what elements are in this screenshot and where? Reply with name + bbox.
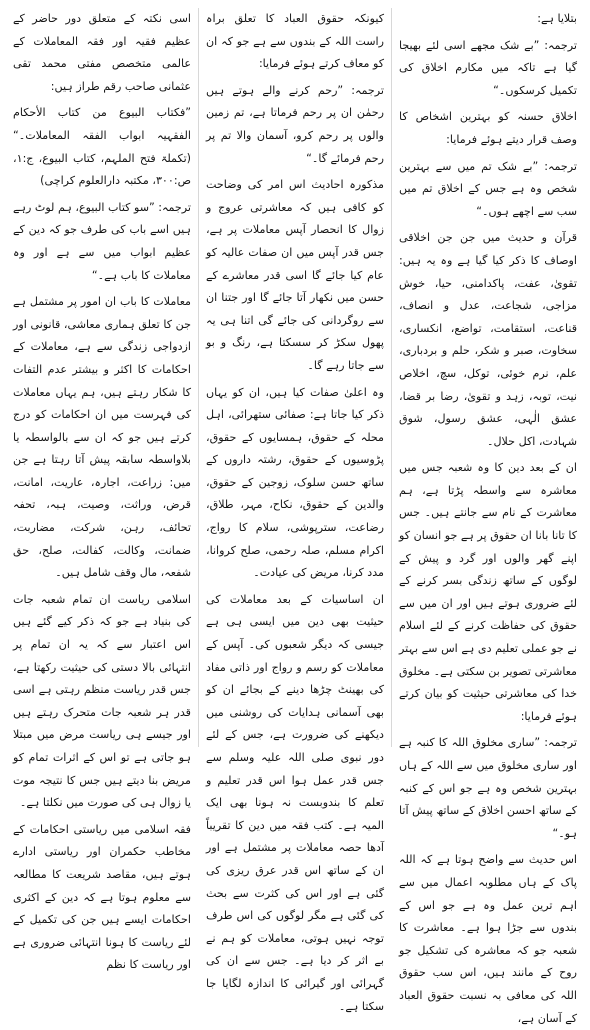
paragraph: اسلامی ریاست ان تمام شعبہ جات کی بنیاد ہے جو کہ ذکر کیے گئے ہیں اس اعتبار سے کہ یہ ان تمام پر انتہائی بالا دستی کی حیثیت رکھتا ہے، جس قدر ریاست منظم رہتی ہے اسی قدر ہر شعبہ جات متحرک رہتے ہیں اور جیسے ہی ریاست مرض میں مبتلا ہو جاتی ہے تو اس کے اثرات تمام کو مریض بنا دیتے ہیں جس کا نتیجہ موت یا زوال ہی کی صورت میں نکلتا ہے۔: [13, 592, 191, 810]
translation-quote: ترجمہ: ”ساری مخلوق اللہ کا کنبہ ہے اور ساری مخلوق میں سے اللہ کے ہاں بہترین شخص وہ ہے جو اس کے کنبہ کے ساتھ احسن اخلاق کے ساتھ پیش آتا ہو۔“: [399, 736, 577, 840]
paragraph: ان اساسیات کے بعد معاملات کی حیثیت بھی دین میں ایسی ہی ہے جیسی کہ دیگر شعبوں کی۔ آپس کے معاملات کو رسم و رواج اور ذاتی مفاد کی بھینٹ چڑھا دینے کے بجائے ان کو بھی آسمانی ہدایات کی روشنی میں دیکھنے کی ضرورت ہے، جس کے لئے دور نبوی صلی اللہ علیہ وسلم سے جس قدر عمل ہوا اس قدر تعلیم و تعلم کا بندوبست نہ ہونا بھی ایک المیہ ہے۔ کتب فقہ میں دین کا تقریباً آدھا حصہ معاملات پر مشتمل ہے اور ان کے ساتھ اس قدر عرق ریزی کی گئی ہے اور اس کی کثرت سے بحث کی گئی ہے مگر لوگوں کی اس طرف توجہ نہیں ہوتی، معاملات کو ہم نے بے اثر کر دیا ہے۔ جس سے ان کی گہرائی اور گیرائی کا اندازہ لگایا جا سکتا ہے۔: [206, 592, 384, 1013]
column-middle: [199, 8, 391, 1013]
arabic-quote: ”فکتاب البیوع من کتاب الأحکام الفقہیہ ابواب الفقہ المعاملات۔“ (تکملۃ فتح الملہم، کتاب البیوع، ج:۱، ص:۳۰۰، مکتبہ دارالعلوم کراچی): [13, 106, 191, 188]
paragraph: وہ اعلیٰ صفات کیا ہیں، ان کو یہاں ذکر کیا جاتا ہے: صفائی ستھرائی، اہل محلہ کے حقوق، ہمسایوں کے حقوق، پڑوسیوں کے حقوق، رشتہ داروں کے ساتھ حسن سلوک، زوجین کے حقوق، والدین کے حقوق، نکاح، مہر، طلاق، رضاعت، سترپوشی، سلام کا رواج، اکرام مسلم، صلہ رحمی، صلح کروانا، مدد کرنا، مریض کی عیادت۔: [206, 385, 384, 580]
paragraph: فقہ اسلامی میں ریاستی احکامات کے مخاطب حکمران اور ریاستی ادارے ہوتے ہیں، مقاصد شریعت کا مطالعہ سے معلوم ہوتا ہے کہ دین کے اکثری احکامات ایسے ہیں جن کی تکمیل کے لئے ریاست کا ہونا انتہائی ضروری ہے اور ریاست کا نظم: [13, 822, 191, 972]
paragraph: اسی نکتہ کے متعلق دور حاضر کے عظیم فقیہ اور فقہ المعاملات کے عالمی متخصص مفتی محمد تقی عثمانی صاحب رقم طراز ہیں:: [13, 12, 191, 93]
translation-quote: ترجمہ: ”بے شک تم میں سے بہترین شخص وہ ہے جس کے اخلاق تم میں سب سے اچھے ہوں۔“: [399, 159, 577, 218]
paragraph: مذکورہ احادیث اس امر کی وضاحت کو کافی ہیں کہ معاشرتی عروج و زوال کا انحصار آپس معاملات پر ہے، جس قدر آپس میں ان صفات عالیہ کو عام کیا جائے گا اسی قدر معاشرے کے حسن میں نکھار آتا جائے گا اور جتنا ان سے روگردانی کی جائے گی اتنا ہی یہ پھول سکڑ کر سسکتا ہے، رنگ و بو سے جاتا رہے گا۔: [206, 178, 384, 372]
translation-quote: ترجمہ: ”بے شک مجھے اسی لئے بھیجا گیا ہے تاکہ میں مکارم اخلاق کی تکمیل کرسکوں۔“: [399, 38, 577, 97]
paragraph: کیونکہ حقوق العباد کا تعلق براہ راست اللہ کے بندوں سے ہے جو کہ ان کو معاف کرتے ہوئے فرمایا:: [206, 12, 384, 71]
column-right: [392, 8, 584, 1025]
paragraph: اخلاق حسنہ کو بہترین اشخاص کا وصف قرار دیتے ہوئے فرمایا:: [399, 110, 577, 146]
paragraph: قرآن و حدیث میں جن جن اخلاقی اوصاف کا ذکر کیا گیا ہے وہ یہ ہیں: تقویٰ، عفت، پاکدامنی، حیا، خوش مزاجی، شجاعت، عدل و انصاف، قناعت، استقامت، تواضع، انکساری، سخاوت، صبر و شکر، حلم و بردباری، علم، نرم خوئی، توکل، سچ، اخلاص نیت، توبہ، زہد و تقویٰ، رضا بر قضا، عشق الٰہی، عشق رسول، شوق شہادت، اکل حلال۔: [399, 231, 577, 448]
column-left: [6, 8, 198, 972]
paragraph: اس حدیث سے واضح ہوتا ہے کہ اللہ پاک کے ہاں مطلوبہ اعمال میں سے اہم ترین عمل وہ ہے جو اس کے بندوں سے جڑا ہوا ہے۔ معاشرت کا شعبہ جو کہ معاشرہ کی تشکیل جو روح کے مانند ہیں، اس سب حقوق اللہ کی معافی بہ نسبت حقوق العباد کے آسان ہے،: [399, 853, 577, 1025]
paragraph: ان کے بعد دین کا وہ شعبہ جس میں معاشرہ سے واسطہ پڑتا ہے، ہم معاشرت کے نام سے جانتے ہیں۔ جس کا تانا بانا ان حقوق پر ہے جو انسان کو اپنے گھر والوں اور گرد و پیش کے لوگوں کے ساتھ زندگی بسر کرنے کے لئے ضروری ہوتے ہیں اور ان میں سے حقوق کی حفاظت کرنے کے لئے اسلام نے جو عملی تعلیم دی ہے اس سے بہتر معاشرتی تصویر بن سکتی ہے۔ مخلوق خدا کی معاشرتی حیثیت کو بیان کرتے ہوئے فرمایا:: [399, 461, 577, 723]
three-column-body: [6, 8, 584, 1025]
paragraph: بتلایا ہے:: [537, 12, 577, 25]
paragraph: معاملات کا باب ان امور پر مشتمل ہے جن کا تعلق ہماری معاشی، قانونی اور ازدواجی زندگی سے ہے، معاملات کے احکامات کا اکثر و بیشتر عدم التفات کا شکار رہتے ہیں، ہم یہاں معاملات کی فہرست میں ان احکامات کو درج کرتے ہیں جو کہ ان سے بالواسطہ یا بلاواسطہ سابقہ پیش آتا رہتا ہے جن میں: زراعت، اجارہ، عاریت، امانت، قرض، وراثت، وصیت، ہبہ، تحفہ تحائف، رہن، شرکت، مضاربت، ضمانت، وکالت، کفالت، صلح، حق شفعہ، مال وقف شامل ہیں۔: [13, 295, 191, 580]
translation-quote: ترجمہ: ”رحم کرنے والے ہوتے ہیں رحمٰن ان پر رحم فرماتا ہے، تم زمین والوں پر رحم کرو، آسمان والا تم پر رحم فرمائے گا۔“: [206, 83, 384, 165]
translation-quote: ترجمہ: ”سو کتاب البیوع، ہم لوٹ رہے ہیں اسے باب کی طرف جو کہ دین کے عظیم ابواب میں سے ہے اور وہ معاملات کا باب ہے۔“: [13, 200, 191, 282]
